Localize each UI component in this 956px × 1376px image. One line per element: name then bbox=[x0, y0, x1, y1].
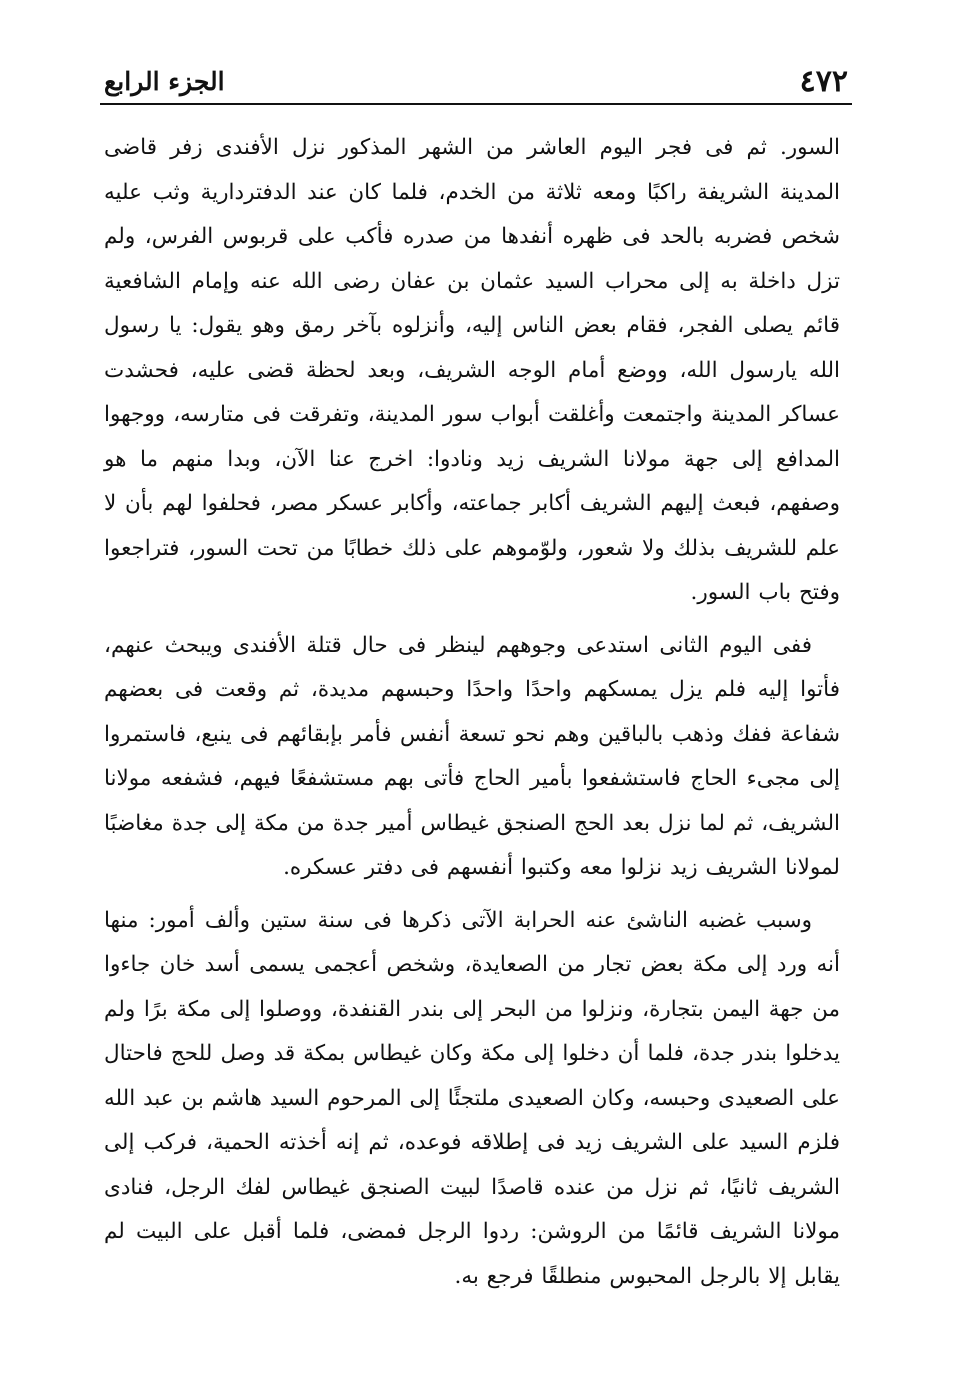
body-text bbox=[104, 126, 840, 1299]
paragraph-2: ففى اليوم الثانى استدعى وجوههم لينظر فى حال قتلة الأفندى ويبحث عنهم، فأتوا إليه فلم يزل يمسكهم واحدًا واحدًا وحبسهم مديدة، ثم وقعت فى بعضهم شفاعة ففك وذهب بالباقين وهم نحو تسعة أنفس فأمر بإبقائهم فى ينبع، فاستمروا إلى مجىء الحاج فاستشفعوا بأمير الحاج فأتى بهم مستشفعًا فيهم، فشفعه مولانا الشريف، ثم لما نزل بعد الحج الصنجق غيطاس أمير جدة من مكة إلى جدة مغاضبًا لمولانا الشريف زيد نزلوا معه وكتبوا أنفسهم فى دفتر عسكره. bbox=[104, 632, 840, 880]
header-divider bbox=[100, 103, 852, 105]
running-header bbox=[100, 60, 852, 104]
paragraph-3: وسبب غضبه الناشئ عنه الحرابة الآتى ذكرها فى سنة ستين وألف أمور: منها أنه ورد إلى مكة بعض تجار من الصعايدة، وشخص أعجمى يسمى أسد خان جاءوا من جهة اليمن بتجارة، ونزلوا من البحر إلى بندر القنفدة، ووصلوا إلى مكة برًا ولم يدخلوا بندر جدة، فلما أن دخلوا إلى مكة وكان غيطاس بمكة قد وصل للحج فاحتال على الصعيدى وحبسه، وكان الصعيدى ملتجئًا إلى المرحوم السيد هاشم بن عبد الله فلزم السيد على الشريف زيد فى إطلاقه فوعده، ثم إنه أخذته الحمية، فركب إلى الشريف ثانيًا، ثم نزل من عنده قاصدًا لبيت الصنجق غيطاس لفك الرجل، فنادى مولانا الشريف قائمًا من الروشن: ردوا الرجل فمضى، فلما أقبل على البيت لم يقابل إلا بالرجل المحبوس منطلقًا فرجع به. bbox=[104, 907, 840, 1289]
page-number: ٤٧٢ bbox=[799, 64, 848, 99]
paragraph-1: السور. ثم فى فجر اليوم العاشر من الشهر المذكور نزل الأفندى زفر قاضى المدينة الشريفة راكبًا ومعه ثلاثة من الخدم، فلما كان عند الدفتردارية وثب عليه شخص فضربه بالحد فى ظهره أنفدها من صدره فأكب على قربوس الفرس، ولم تزل داخلة به إلى محراب السيد عثمان بن عفان رضى الله عنه وإمام الشافعية قائم يصلى الفجر، فقام بعض الناس إليه، وأنزلوه بآخر رمق وهو يقول: يا رسول الله يارسول الله، ووضع أمام الوجه الشريف، وبعد لحظة قضى عليه، فحشدت عساكر المدينة واجتمعت وأغلقت أبواب سور المدينة، وتفرقت فى متارسه، ووجهوا المدافع إلى جهة مولانا الشريف زيد ونادوا: اخرج عنا الآن، وبدا منهم ما هو وصفهم، فبعث إليهم الشريف أكابر جماعته، وأكابر عسكر مصر، فحلفوا لهم بأن لا علم للشريف بذلك ولا شعور، ولوّموهم على ذلك خطابًا من تحت السور، فتراجعوا وفتح باب السور. bbox=[104, 135, 840, 605]
volume-title: الجزء الرابع bbox=[104, 67, 225, 96]
